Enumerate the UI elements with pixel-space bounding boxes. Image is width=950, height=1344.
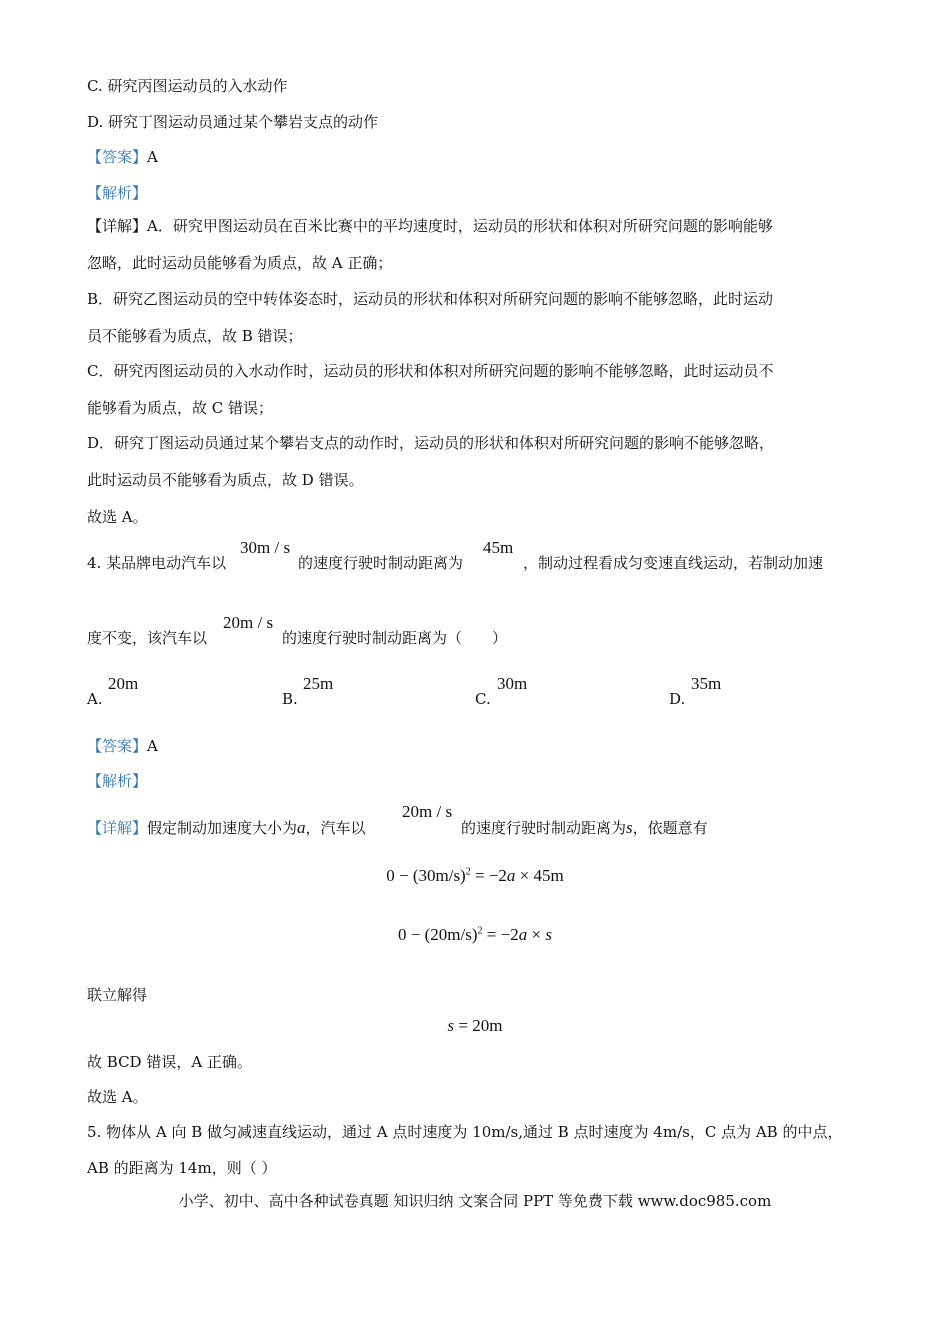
q4-speed-20: 20m / s [223, 613, 274, 632]
q4-option-a-value: 20m [108, 674, 139, 693]
solve-line: 联立解得 [87, 986, 148, 1004]
q4-text-part1: 4. 某品牌电动汽车以 [87, 554, 227, 572]
eq1-left: 0 − (30m/s) [386, 866, 466, 885]
q4-option-b-value: 25m [303, 674, 334, 693]
answer-line [87, 147, 158, 167]
detail-d-line2: 此时运动员不能够看为质点，故 D 错误。 [87, 471, 364, 489]
detail-a-line1: 【详解】A．研究甲图运动员在百米比赛中的平均速度时，运动员的形状和体积对所研究问题的影响能够 [87, 217, 773, 235]
detail-c-line1: C．研究丙图运动员的入水动作时，运动员的形状和体积对所研究问题的影响不能够忽略，此时运动员不 [87, 362, 774, 380]
detail-c-line2: 能够看为质点，故 C 错误； [87, 399, 274, 417]
q4-option-a-label: A. [87, 690, 103, 708]
eq1-right: = −2 [470, 866, 507, 885]
q4-answer-value: A [147, 737, 158, 755]
wrong-line: 故 BCD 错误，A 正确。 [87, 1053, 252, 1071]
detail-d-line1: D．研究丁图运动员通过某个攀岩支点的动作时，运动员的形状和体积对所研究问题的影响不能够忽略， [87, 434, 775, 452]
option-c: C. 研究丙图运动员的入水动作 [87, 77, 288, 95]
detail-b-line2: 员不能够看为质点，故 B 错误； [87, 327, 303, 345]
equation-2 [0, 925, 950, 945]
q4-choose-line: 故选 A。 [87, 1088, 148, 1106]
q4-distance-45: 45m [483, 538, 514, 557]
answer-tag: 【答案】 [87, 148, 148, 166]
q4-option-d-label: D. [669, 690, 686, 708]
q4-option-d-value: 35m [691, 674, 722, 693]
equation-3 [0, 1016, 950, 1036]
eq2-sup: 2 [477, 925, 483, 937]
eq1-var-a: a [506, 866, 516, 885]
eq2-end: × [527, 925, 546, 944]
q4-speed-30: 30m / s [240, 538, 291, 557]
q4-text-part4: 度不变，该汽车以 [87, 629, 208, 647]
eq1-end: × 45m [515, 866, 564, 885]
eq1-sup: 2 [465, 866, 471, 878]
detail-a-line2: 忽略，此时运动员能够看为质点，故 A 正确； [87, 254, 393, 272]
q4-answer-tag: 【答案】 [87, 737, 148, 755]
q4-detail-p1: 假定制动加速度大小为 [147, 819, 298, 837]
analysis-tag: 【解析】 [87, 184, 148, 202]
page-footer: 小学、初中、高中各种试卷真题 知识归纳 文案合同 PPT 等免费下载 www.doc985.com [178, 1192, 772, 1210]
q5-line1: 5. 物体从 A 向 B 做匀减速直线运动，通过 A 点时速度为 10m/s,通过 B 点时速度为 4m/s，C 点为 AB 的中点， [87, 1123, 843, 1141]
q4-detail-p3: 的速度行驶时制动距离为 [461, 819, 627, 837]
q4-answer-line [87, 736, 158, 756]
q4-text-part2: 的速度行驶时制动距离为 [298, 554, 464, 572]
eq2-right: = −2 [482, 925, 519, 944]
q4-detail-line-2 [461, 818, 708, 838]
equation-1 [0, 866, 950, 886]
var-a: a [297, 818, 306, 837]
var-s: s [626, 818, 633, 837]
eq2-var-a: a [518, 925, 528, 944]
choose-a-line: 故选 A。 [87, 508, 148, 526]
eq3-var-s: s [447, 1016, 455, 1035]
eq3-right: = 20m [454, 1016, 503, 1035]
q4-option-b-label: B. [282, 690, 298, 708]
q4-option-c-label: C. [475, 690, 491, 708]
option-d: D. 研究丁图运动员通过某个攀岩支点的动作 [87, 113, 379, 131]
q4-detail-p4: ，依题意有 [632, 819, 708, 837]
q4-analysis-tag: 【解析】 [87, 772, 148, 790]
q4-detail-tag: 【详解】 [87, 819, 148, 837]
q4-text-part3: ，制动过程看成匀变速直线运动，若制动加速 [523, 554, 824, 572]
q5-line2: AB 的距离为 14m，则（ ） [87, 1159, 277, 1177]
eq2-left: 0 − (20m/s) [398, 925, 478, 944]
q4-text-part5: 的速度行驶时制动距离为（ ） [282, 629, 508, 647]
q4-detail-p2: ，汽车以 [305, 819, 366, 837]
eq2-var-s: s [545, 925, 552, 944]
q4-detail-line [87, 818, 366, 838]
detail-b-line1: B．研究乙图运动员的空中转体姿态时，运动员的形状和体积对所研究问题的影响不能够忽略，此时运动 [87, 290, 774, 308]
q4-speed-20-detail: 20m / s [402, 802, 453, 821]
q4-option-c-value: 30m [497, 674, 528, 693]
answer-value: A [147, 148, 158, 166]
